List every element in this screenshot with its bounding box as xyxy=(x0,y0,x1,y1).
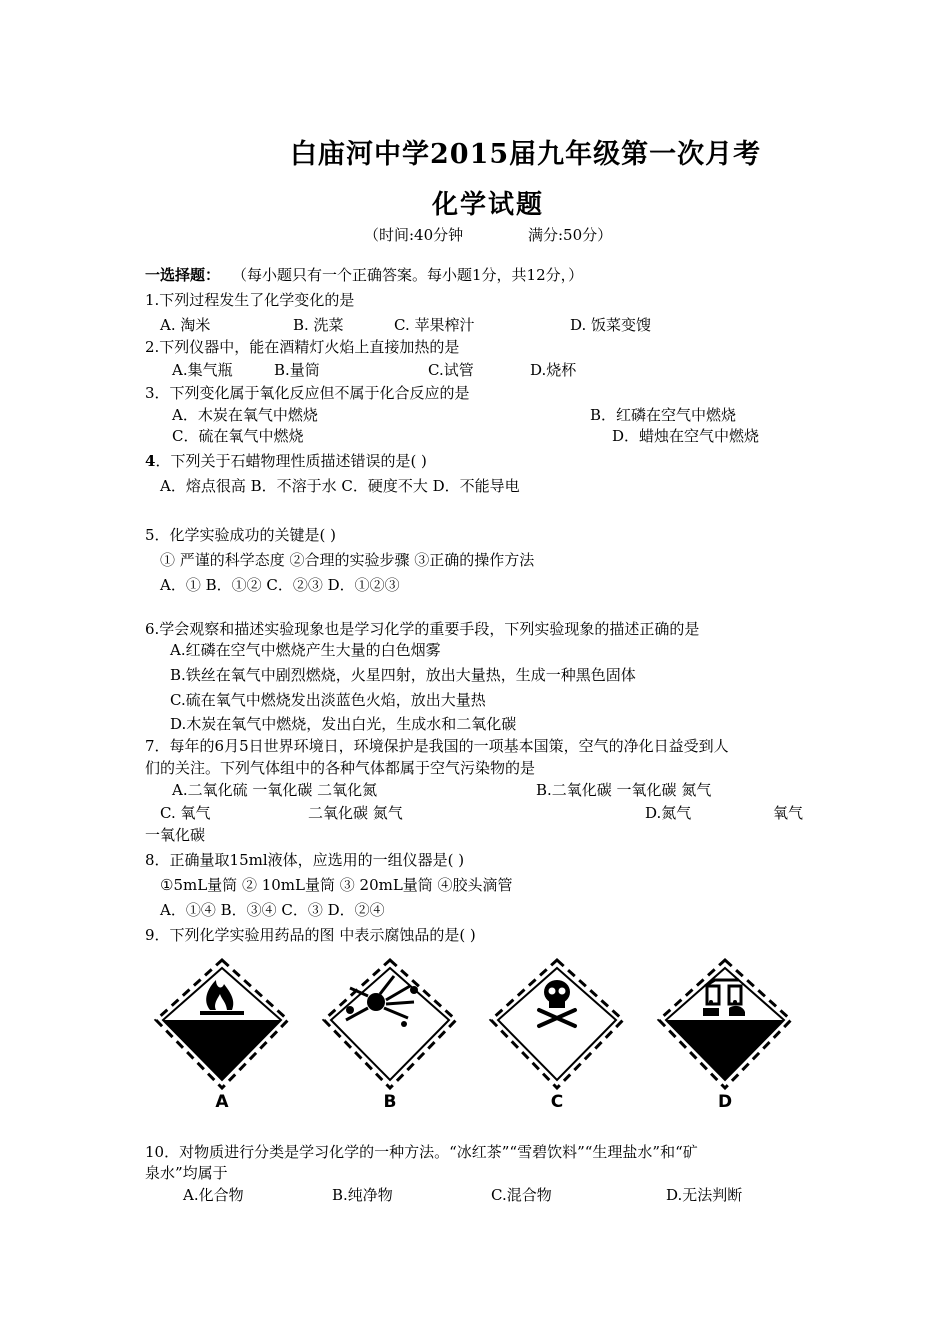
skull-icon xyxy=(477,950,637,1095)
q3-option-b: B．红磷在空气中燃烧 xyxy=(590,406,737,424)
q10-stem-line2: 泉水”均属于 xyxy=(145,1164,228,1182)
hazard-sign-b xyxy=(310,950,470,1115)
q2-option-a: A.集气瓶 xyxy=(172,361,233,379)
q1-option-a: A. 淘米 xyxy=(160,316,211,334)
hazard-label-d: D xyxy=(717,1092,733,1112)
q7-option-d-label: D.氮气 xyxy=(645,804,692,822)
q7-option-c-rest: 二氧化碳 氮气 xyxy=(308,804,403,822)
q10-option-b: B.纯净物 xyxy=(332,1186,393,1204)
q7-option-d-rest: 一氧化碳 xyxy=(145,826,206,844)
q1-option-c: C. 苹果榨汁 xyxy=(394,316,475,334)
q6-stem: 6.学会观察和描述实验现象也是学习化学的重要手段，下列实验现象的描述正确的是 xyxy=(145,620,700,638)
q5-stem: 5．化学实验成功的关键是( ) xyxy=(145,526,337,544)
q6-option-d: D.木炭在氧气中燃烧，发出白光，生成水和二氧化碳 xyxy=(170,715,517,733)
q5-options: A．① B．①② C．②③ D．①②③ xyxy=(160,576,400,594)
q9-stem: 9．下列化学实验用药品的图 中表示腐蚀品的是( ) xyxy=(145,926,476,944)
q6-option-b: B.铁丝在氧气中剧烈燃烧，火星四射，放出大量热，生成一种黑色固体 xyxy=(170,666,636,684)
q7-option-b: B.二氧化碳 一氧化碳 氮气 xyxy=(536,781,712,799)
q6-option-c: C.硫在氧气中燃烧发出淡蓝色火焰，放出大量热 xyxy=(170,691,486,709)
q5-items: ① 严谨的科学态度 ②合理的实验步骤 ③正确的操作方法 xyxy=(160,551,535,569)
q1-option-b: B. 洗菜 xyxy=(293,316,344,334)
q7-stem-line2: 们的关注。下列气体组中的各种气体都属于空气污染物的是 xyxy=(145,759,536,777)
q2-option-d: D.烧杯 xyxy=(530,361,577,379)
exam-time: （时间:40分钟 xyxy=(364,226,464,244)
q2-option-b: B.量筒 xyxy=(274,361,320,379)
q4-stem xyxy=(145,452,427,470)
corrosive-icon xyxy=(645,950,805,1095)
q4-options: A．熔点很高 B．不溶于水 C．硬度不大 D．不能导电 xyxy=(160,477,520,495)
section-instructions: （每小题只有一个正确答案。每小题1分，共12分，） xyxy=(232,266,584,284)
hazard-sign-d xyxy=(645,950,805,1115)
q3-stem: 3．下列变化属于氧化反应但不属于化合反应的是 xyxy=(145,384,470,402)
exam-score: 满分:50分） xyxy=(528,226,613,244)
exam-title: 白庙河中学2015届九年级第一次月考 xyxy=(290,139,762,170)
section-label: 一选择题： xyxy=(145,266,221,284)
hazard-sign-a xyxy=(142,950,302,1115)
hazard-label-c: C xyxy=(550,1092,564,1112)
q6-option-a: A.红磷在空气中燃烧产生大量的白色烟雾 xyxy=(170,641,441,659)
q4-number: 4 xyxy=(145,452,156,470)
q8-stem: 8．正确量取15ml液体，应选用的一组仪器是( ) xyxy=(145,851,465,869)
q10-stem-line1: 10．对物质进行分类是学习化学的一种方法。“冰红茶”“雪碧饮料”“生理盐水”和“矿 xyxy=(145,1143,698,1161)
q7-option-c-label: C. 氧气 xyxy=(160,804,211,822)
hazard-sign-c xyxy=(477,950,637,1115)
q7-option-a: A.二氧化硫 一氧化碳 二氧化氮 xyxy=(172,781,378,799)
q7-stem-line1: 7．每年的6月5日世界环境日，环境保护是我国的一项基本国策，空气的净化日益受到人 xyxy=(145,737,729,755)
q1-option-d: D. 饭菜变馊 xyxy=(570,316,652,334)
q10-option-d: D.无法判断 xyxy=(666,1186,743,1204)
q4-stem-text: ．下列关于石蜡物理性质描述错误的是( ) xyxy=(155,452,427,470)
q3-option-c: C．硫在氧气中燃烧 xyxy=(172,427,304,445)
q3-option-d: D．蜡烛在空气中燃烧 xyxy=(612,427,760,445)
q1-stem: 1.下列过程发生了化学变化的是 xyxy=(145,291,355,309)
q2-option-c: C.试管 xyxy=(428,361,474,379)
exam-subtitle: 化学试题 xyxy=(432,190,545,220)
explosive-icon xyxy=(310,950,470,1095)
flammable-icon xyxy=(142,950,302,1095)
hazard-label-a: A xyxy=(215,1092,229,1112)
q3-option-a: A．木炭在氧气中燃烧 xyxy=(172,406,318,424)
hazard-label-b: B xyxy=(383,1092,397,1112)
q8-options: A．①④ B．③④ C．③ D．②④ xyxy=(160,901,385,919)
q8-items: ①5mL量筒 ② 10mL量筒 ③ 20mL量筒 ④胶头滴管 xyxy=(160,876,513,894)
q10-option-c: C.混合物 xyxy=(491,1186,552,1204)
q10-option-a: A.化合物 xyxy=(183,1186,244,1204)
q7-option-d-mid: 氧气 xyxy=(773,804,804,822)
q2-stem: 2.下列仪器中，能在酒精灯火焰上直接加热的是 xyxy=(145,338,460,356)
